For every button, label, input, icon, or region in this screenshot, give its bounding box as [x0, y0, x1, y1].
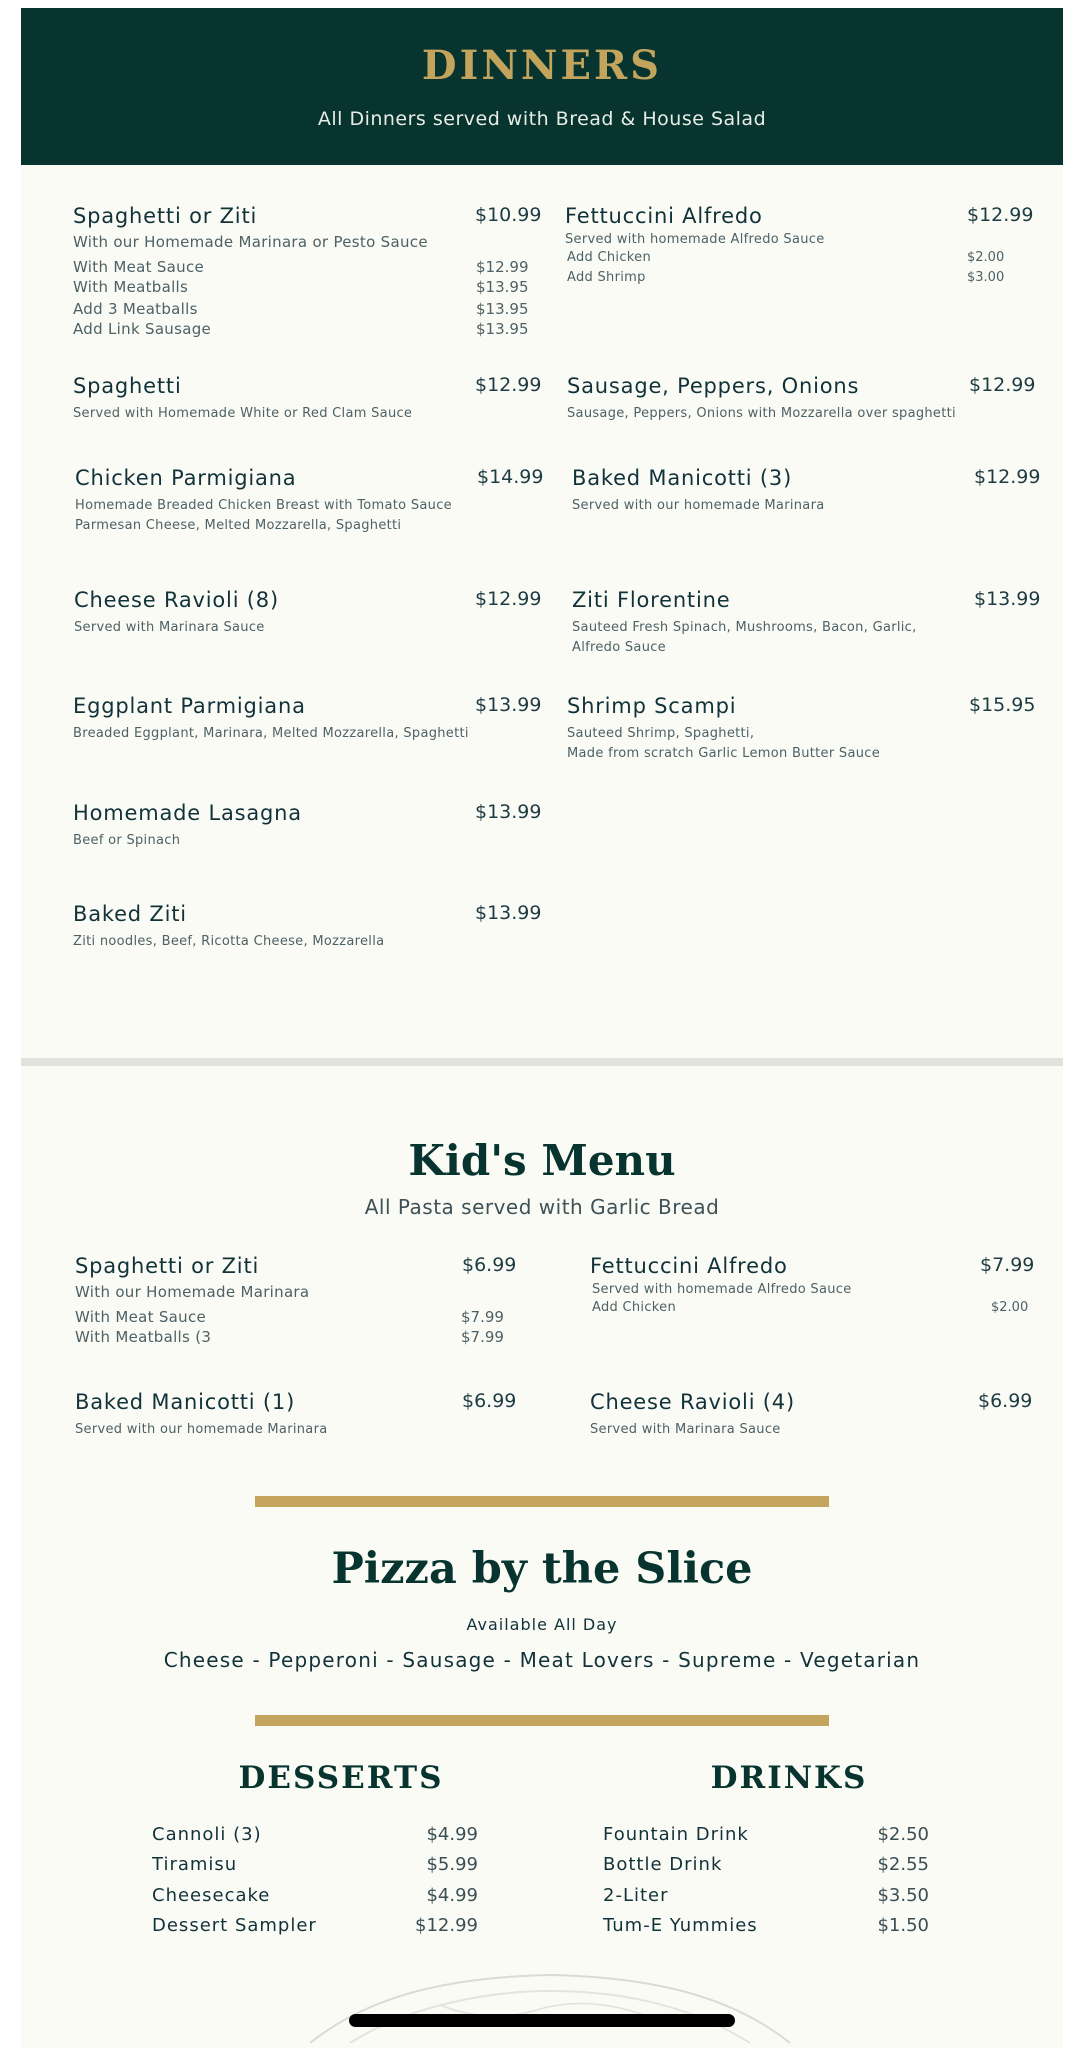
item-description: Served with our homemade Marinara — [75, 1422, 328, 1437]
item-name: Spaghetti — [73, 374, 182, 398]
option-price: $2.00 — [991, 1300, 1029, 1315]
item-price: $13.99 — [475, 694, 542, 716]
option-label: Add Chicken — [567, 250, 651, 265]
item-price: $14.99 — [477, 466, 544, 488]
option-price: $12.99 — [476, 258, 529, 276]
option-label: With Meatballs (3 — [75, 1328, 212, 1346]
drink-name: Fountain Drink — [603, 1824, 749, 1845]
option-price: $13.95 — [476, 320, 529, 338]
option-price: $7.99 — [461, 1328, 504, 1346]
drink-price: $2.55 — [877, 1854, 929, 1875]
item-name: Eggplant Parmigiana — [73, 694, 306, 718]
dessert-price: $4.99 — [426, 1824, 478, 1845]
item-price: $12.99 — [974, 466, 1041, 488]
dessert-price: $12.99 — [415, 1915, 478, 1936]
item-name: Fettuccini Alfredo — [565, 204, 763, 228]
dinner-item-cheese-ravioli — [74, 588, 544, 638]
dessert-name: Tiramisu — [152, 1854, 238, 1875]
dinner-item-baked-ziti — [73, 902, 543, 952]
dinner-item-fettuccini-alfredo — [565, 204, 1035, 294]
item-name: Cheese Ravioli (8) — [74, 588, 279, 612]
item-price: $13.99 — [974, 588, 1041, 610]
item-price: $15.95 — [969, 694, 1036, 716]
item-description: Served with Marinara Sauce — [74, 620, 265, 635]
item-description: Parmesan Cheese, Melted Mozzarella, Spaghetti — [75, 518, 402, 533]
option-price: $13.95 — [476, 300, 529, 318]
item-name: Baked Manicotti (1) — [75, 1390, 296, 1414]
option-label: With Meat Sauce — [73, 258, 205, 276]
item-description: Beef or Spinach — [73, 833, 181, 848]
kids-menu-title: Kid's Menu — [408, 1136, 676, 1185]
desserts-title: DESSERTS — [238, 1760, 444, 1796]
dinners-title: DINNERS — [421, 42, 663, 89]
pizza-varieties: Cheese - Pepperoni - Sausage - Meat Lovers - Supreme - Vegetarian — [163, 1648, 921, 1672]
item-price: $10.99 — [475, 204, 542, 226]
item-price: $13.99 — [475, 801, 542, 823]
item-price: $12.99 — [969, 374, 1036, 396]
option-price: $13.95 — [476, 278, 529, 296]
item-description: Sauteed Shrimp, Spaghetti, — [567, 726, 755, 741]
dessert-name: Cheesecake — [152, 1885, 271, 1906]
kids-menu-subtitle: All Pasta served with Garlic Bread — [364, 1195, 720, 1219]
dessert-name: Cannoli (3) — [152, 1824, 262, 1845]
dessert-price: $4.99 — [426, 1885, 478, 1906]
option-label: Add Shrimp — [567, 270, 646, 285]
gold-divider-top — [255, 1496, 829, 1507]
drinks-title: DRINKS — [710, 1760, 868, 1796]
item-name: Fettuccini Alfredo — [590, 1254, 788, 1278]
item-description: Breaded Eggplant, Marinara, Melted Mozzarella, Spaghetti — [73, 726, 469, 741]
item-description: Alfredo Sauce — [572, 640, 666, 655]
dinner-item-baked-manicotti — [572, 466, 1042, 516]
option-label: With Meatballs — [73, 278, 189, 296]
drink-price: $1.50 — [877, 1915, 929, 1936]
dinners-header — [21, 8, 1063, 165]
pizza-availability: Available All Day — [466, 1615, 618, 1634]
item-description: With our Homemade Marinara or Pesto Sauce — [73, 233, 428, 251]
item-name: Baked Ziti — [73, 902, 187, 926]
option-label: Add 3 Meatballs — [73, 300, 198, 318]
drink-name: Bottle Drink — [603, 1854, 723, 1875]
item-description: Sauteed Fresh Spinach, Mushrooms, Bacon, Garlic, — [572, 620, 917, 635]
item-price: $7.99 — [980, 1254, 1035, 1276]
item-description: Homemade Breaded Chicken Breast with Tomato Sauce — [75, 498, 452, 513]
item-description: Sausage, Peppers, Onions with Mozzarella over spaghetti — [567, 406, 956, 421]
item-description: Served with Homemade White or Red Clam Sauce — [73, 406, 413, 421]
item-price: $12.99 — [967, 204, 1034, 226]
kids-item-spaghetti-or-ziti — [75, 1254, 535, 1364]
drink-name: 2-Liter — [603, 1885, 669, 1906]
option-price: $2.00 — [967, 250, 1005, 265]
item-name: Chicken Parmigiana — [75, 466, 297, 490]
item-price: $6.99 — [462, 1254, 517, 1276]
decorative-sketch-illustration — [290, 1965, 810, 2045]
option-label: Add Chicken — [592, 1300, 676, 1315]
dinners-subtitle: All Dinners served with Bread & House Salad — [317, 108, 767, 130]
item-name: Shrimp Scampi — [567, 694, 737, 718]
dinner-item-homemade-lasagna — [73, 801, 543, 851]
item-description: Served with homemade Alfredo Sauce — [592, 1282, 852, 1297]
item-description: With our Homemade Marinara — [75, 1283, 310, 1301]
dinner-item-spaghetti-or-ziti — [73, 204, 543, 354]
dinner-item-shrimp-scampi — [567, 694, 1037, 764]
kids-item-cheese-ravioli — [590, 1390, 1050, 1440]
drink-price: $3.50 — [877, 1885, 929, 1906]
option-label: With Meat Sauce — [75, 1308, 207, 1326]
section-divider — [21, 1058, 1063, 1066]
item-description: Served with homemade Alfredo Sauce — [565, 232, 825, 247]
item-price: $6.99 — [462, 1390, 517, 1412]
item-name: Spaghetti or Ziti — [75, 1254, 260, 1278]
item-price: $12.99 — [475, 588, 542, 610]
item-price: $13.99 — [475, 902, 542, 924]
item-name: Sausage, Peppers, Onions — [567, 374, 860, 398]
gold-divider-bottom — [255, 1715, 829, 1726]
kids-item-fettuccini-alfredo — [590, 1254, 1050, 1324]
home-indicator-bar[interactable] — [349, 2014, 735, 2027]
item-name: Ziti Florentine — [572, 588, 731, 612]
item-name: Baked Manicotti (3) — [572, 466, 793, 490]
pizza-title: Pizza by the Slice — [331, 1544, 753, 1594]
kids-item-baked-manicotti — [75, 1390, 535, 1440]
item-name: Spaghetti or Ziti — [73, 204, 258, 228]
dinner-item-eggplant-parmigiana — [73, 694, 543, 744]
option-price: $3.00 — [967, 270, 1005, 285]
item-price: $12.99 — [475, 374, 542, 396]
option-label: Add Link Sausage — [73, 320, 212, 338]
menu-page — [21, 8, 1063, 2048]
item-price: $6.99 — [978, 1390, 1033, 1412]
item-description: Served with Marinara Sauce — [590, 1422, 781, 1437]
dessert-name: Dessert Sampler — [152, 1915, 317, 1936]
item-description: Ziti noodles, Beef, Ricotta Cheese, Mozzarella — [73, 934, 385, 949]
dinner-item-chicken-parmigiana — [75, 466, 545, 536]
drink-name: Tum-E Yummies — [603, 1915, 758, 1936]
item-name: Cheese Ravioli (4) — [590, 1390, 795, 1414]
dessert-price: $5.99 — [426, 1854, 478, 1875]
drink-price: $2.50 — [877, 1824, 929, 1845]
item-description: Served with our homemade Marinara — [572, 498, 825, 513]
dinner-item-ziti-florentine — [572, 588, 1042, 658]
item-name: Homemade Lasagna — [73, 801, 302, 825]
item-description: Made from scratch Garlic Lemon Butter Sauce — [567, 746, 881, 761]
option-price: $7.99 — [461, 1308, 504, 1326]
dinner-item-spaghetti — [73, 374, 543, 424]
dinner-item-sausage-peppers-onions — [567, 374, 1037, 424]
